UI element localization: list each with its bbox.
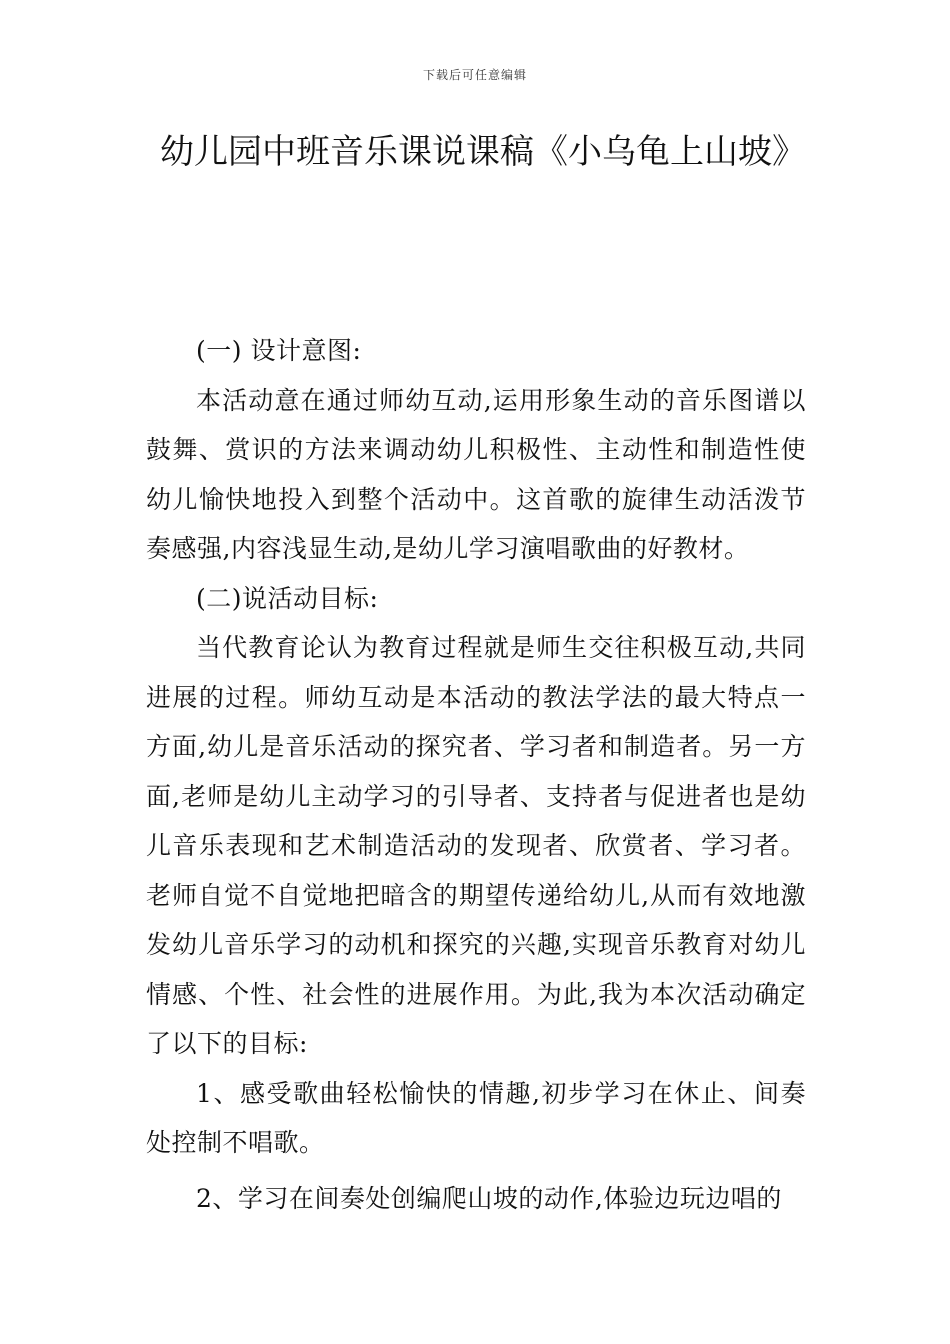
paragraph-design-intent: 本活动意在通过师幼互动,运用形象生动的音乐图谱以鼓舞、赏识的方法来调动幼儿积极性、主动性和制造性使幼儿愉快地投入到整个活动中。这首歌的旋律生动活泼节奏感强,内容浅显生动,是幼儿学习演唱歌曲的好教材。 xyxy=(146,385,806,563)
paragraph-activity-goals: 当代教育论认为教育过程就是师生交往积极互动,共同进展的过程。师幼互动是本活动的教法学法的最大特点一方面,幼儿是音乐活动的探究者、学习者和制造者。另一方面,老师是幼儿主动学习的引导者、支持者与促进者也是幼儿音乐表现和艺术制造活动的发现者、欣赏者、学习者。老师自觉不自觉地把暗含的期望传递给幼儿,从而有效地激发幼儿音乐学习的动机和探究的兴趣,实现音乐教育对幼儿情感、个性、社会性的进展作用。为此,我为本次活动确定了以下的目标: xyxy=(146,633,806,1058)
section-heading-design-intent: (一) 设计意图: xyxy=(196,336,362,365)
section-heading-activity-goals: (二)说活动目标: xyxy=(196,583,379,613)
header-note: 下载后可任意编辑 xyxy=(422,68,527,82)
document-body xyxy=(146,326,806,1223)
document-title: 幼儿园中班音乐课说课稿《小乌龟上山坡》 xyxy=(160,132,806,172)
goal-item-2: 2、学习在间奏处创编爬山坡的动作,体验边玩边唱的 xyxy=(196,1183,782,1213)
goal-item-1: 1、感受歌曲轻松愉快的情趣,初步学习在休止、间奏处控制不唱歌。 xyxy=(146,1078,806,1157)
